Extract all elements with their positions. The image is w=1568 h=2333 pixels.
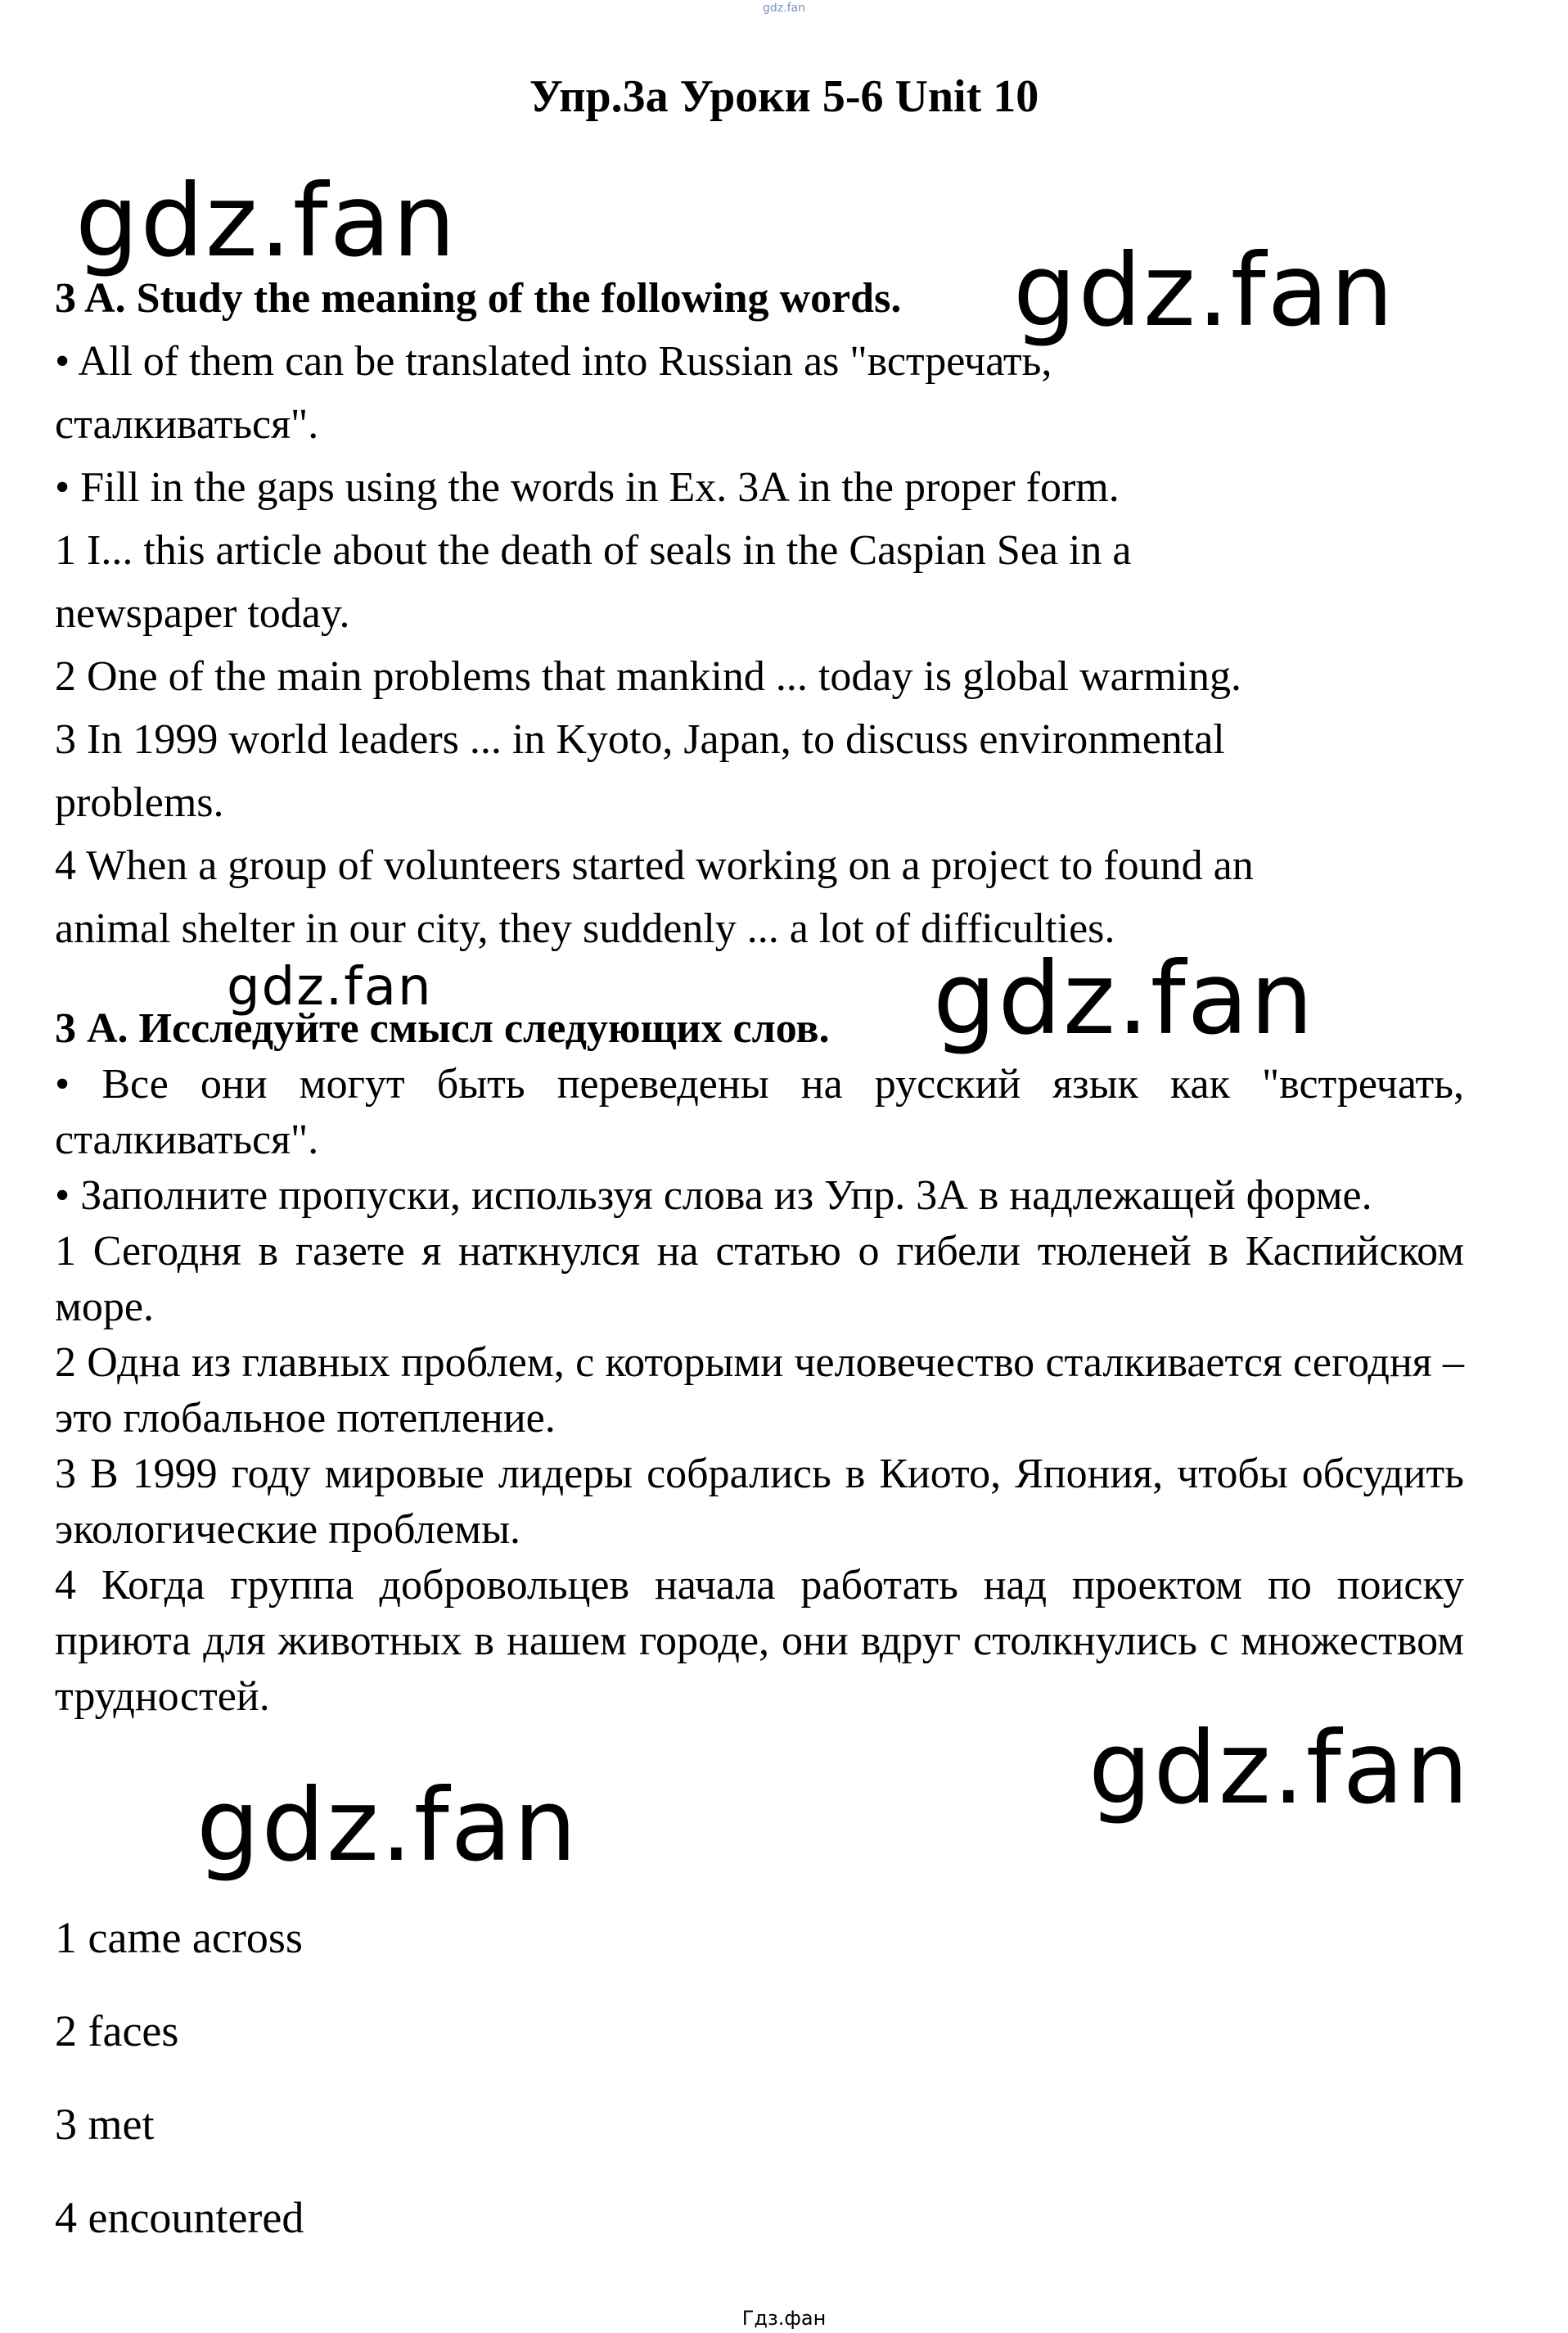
english-line: 4 When a group of volunteers started working on a project to found an (55, 842, 1254, 889)
answer-item: 2 faces (55, 2006, 179, 2055)
english-line: • All of them can be translated into Russian as "встречать, (55, 338, 1052, 385)
page-title: Упр.3а Уроки 5-6 Unit 10 (529, 71, 1039, 122)
english-line: problems. (55, 779, 224, 826)
russian-paragraph: 2 Одна из главных проблем, с которыми человечество сталкивается сегодня – это глобальное потепление. (55, 1339, 1464, 1442)
top-watermark: gdz.fan (763, 2, 805, 15)
russian-paragraph: 3 В 1999 году мировые лидеры собрались в Киото, Япония, чтобы обсудить экологические проблемы. (55, 1451, 1464, 1553)
english-line: 3 In 1999 world leaders ... in Kyoto, Japan, to discuss environmental (55, 716, 1225, 763)
watermark: gdz.fan (933, 941, 1315, 1057)
english-line: newspaper today. (55, 590, 350, 637)
watermark: gdz.fan (75, 163, 457, 279)
english-line: • Fill in the gaps using the words in Ex. 3A in the proper form. (55, 464, 1120, 511)
answer-item: 1 came across (55, 1913, 303, 1962)
english-line: animal shelter in our city, they suddenly ... a lot of difficulties. (55, 905, 1115, 952)
watermark: gdz.fan (1013, 232, 1395, 349)
english-line: 2 One of the main problems that mankind ... today is global warming. (55, 653, 1241, 700)
footer-watermark: Гдз.фан (741, 2307, 827, 2330)
russian-paragraph: • Все они могут быть переведены на русский язык как "встречать, сталкиваться". (55, 1061, 1464, 1163)
russian-paragraph: 4 Когда группа добровольцев начала работать над проектом по поиску приюта для животных в нашем городе, они вдруг столкнулись с множеством трудностей. (55, 1562, 1464, 1720)
english-line: сталкиваться". (55, 401, 319, 448)
watermark: gdz.fan (227, 957, 433, 1018)
english-line: 1 I... this article about the death of seals in the Caspian Sea in a (55, 527, 1132, 574)
watermark: gdz.fan (196, 1767, 579, 1884)
russian-body (55, 1057, 1464, 1725)
watermark: gdz.fan (1088, 1710, 1471, 1826)
english-heading: 3 A. Study the meaning of the following words. (55, 275, 902, 322)
russian-heading: 3 А. Исследуйте смысл следующих слов. (55, 1005, 830, 1052)
russian-paragraph: 1 Сегодня в газете я наткнулся на статью о гибели тюленей в Каспийском море. (55, 1228, 1464, 1330)
russian-paragraph: • Заполните пропуски, используя слова из Упр. 3А в надлежащей форме. (55, 1172, 1372, 1219)
answer-item: 4 encountered (55, 2193, 304, 2242)
answer-item: 3 met (55, 2100, 155, 2149)
